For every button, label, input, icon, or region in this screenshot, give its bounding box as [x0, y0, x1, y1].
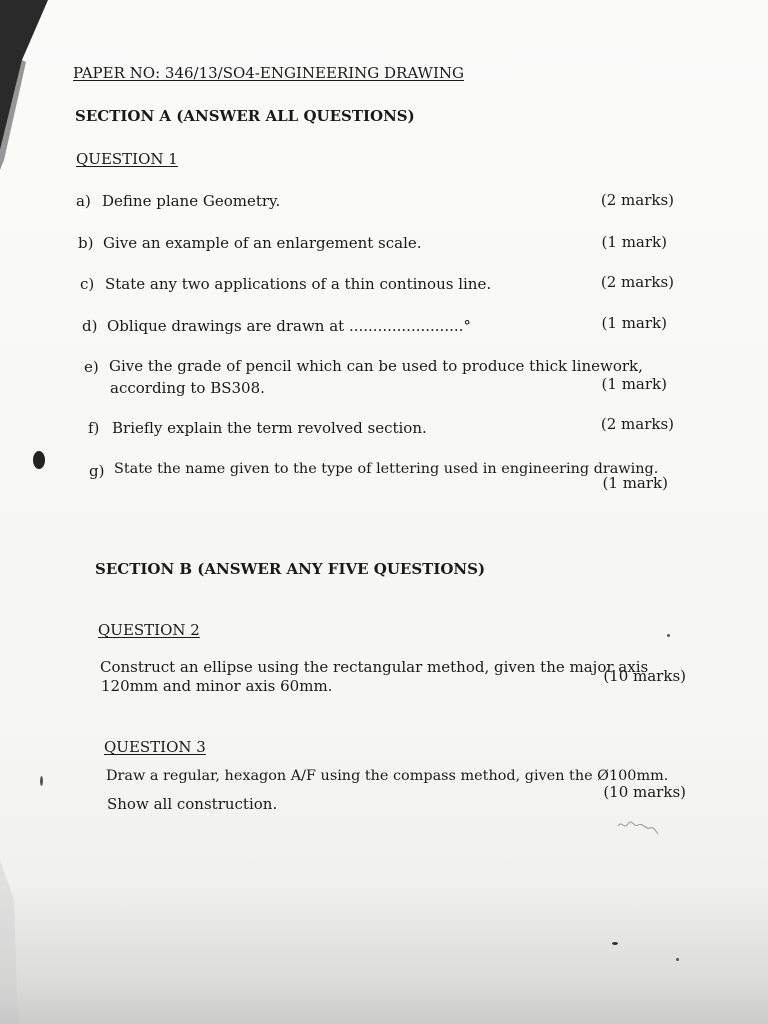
question-item-label: g) [89, 462, 105, 480]
question-item-label: c) [80, 275, 95, 293]
question-item-label: a) [76, 192, 91, 210]
question-item-text: Give an example of an enlargement scale. [103, 234, 422, 252]
question-2-line-1: Construct an ellipse using the rectangular method, given the major axis [100, 658, 649, 676]
section-a-title: SECTION A (ANSWER ALL QUESTIONS) [75, 107, 415, 125]
punch-hole-mark [33, 451, 45, 469]
question-item-marks: (1 mark) [601, 314, 667, 332]
question-item-marks: (2 marks) [600, 415, 674, 433]
question-3-line-1: Draw a regular, hexagon A/F using the compass method, given the Ø100mm. [106, 768, 669, 784]
question-item-marks: (2 marks) [600, 273, 674, 291]
question-item-marks: (1 mark) [601, 375, 667, 393]
question-item-text: Oblique drawings are drawn at ........................° [107, 317, 471, 335]
question-3-title: QUESTION 3 [104, 738, 206, 756]
small-speck [40, 776, 43, 786]
question-item-label: b) [78, 234, 94, 252]
question-item-text: Define plane Geometry. [102, 192, 281, 210]
paper-number: PAPER NO: 346/13/SO4-ENGINEERING DRAWING [73, 64, 465, 82]
question-item-marks: (1 mark) [601, 233, 667, 251]
section-b-title: SECTION B (ANSWER ANY FIVE QUESTIONS) [95, 560, 486, 578]
question-item-text: State the name given to the type of lettering used in engineering drawing. [114, 461, 659, 477]
question-item-text: Give the grade of pencil which can be used to produce thick linework, [109, 357, 643, 375]
question-2-line-2: 120mm and minor axis 60mm. [101, 677, 333, 695]
question-2-marks: (10 marks) [603, 667, 686, 685]
question-item-marks: (2 marks) [600, 191, 674, 209]
question-item-text: State any two applications of a thin continous line. [105, 275, 492, 293]
question-3-marks: (10 marks) [603, 783, 686, 801]
small-speck [667, 634, 670, 637]
question-1-title: QUESTION 1 [76, 150, 178, 168]
bottom-shadow [0, 884, 768, 1024]
question-item-marks: (1 mark) [602, 474, 668, 492]
question-item-label: d) [82, 317, 98, 335]
question-2-title: QUESTION 2 [98, 621, 200, 639]
question-item-label: e) [84, 358, 99, 376]
question-item-text-continued: according to BS308. [110, 379, 265, 397]
question-item-text: Briefly explain the term revolved section. [112, 419, 427, 437]
small-speck [676, 958, 679, 961]
small-speck [612, 942, 618, 945]
pencil-scribble-mark [616, 816, 660, 838]
question-3-line-2: Show all construction. [107, 795, 278, 813]
question-item-label: f) [88, 419, 100, 437]
